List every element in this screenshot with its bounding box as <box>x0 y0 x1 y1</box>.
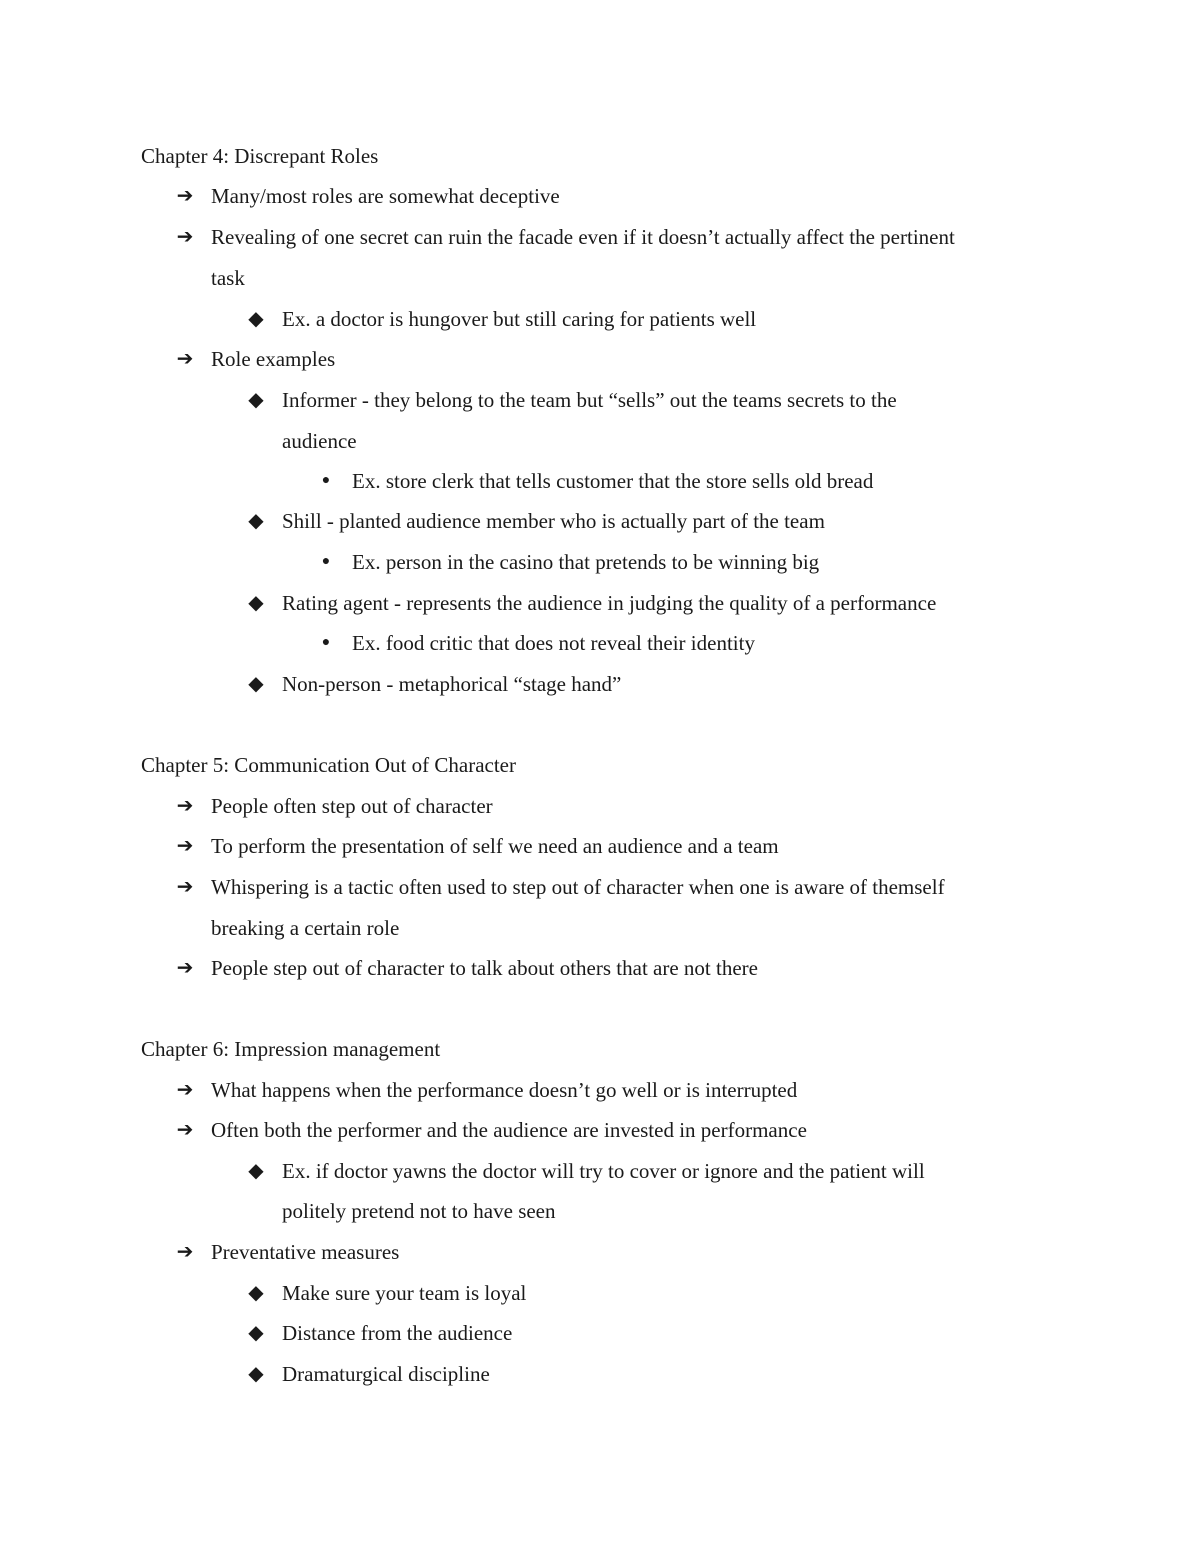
diamond-bullet-icon: ◆ <box>248 308 264 330</box>
sub-list-item: Shill - planted audience member who is actually part of the team <box>282 509 825 533</box>
dot-bullet-icon: ● <box>321 554 331 569</box>
diamond-bullet-icon: ◆ <box>248 592 264 614</box>
arrow-bullet-icon: ➔ <box>176 835 194 857</box>
arrow-bullet-icon: ➔ <box>176 957 194 979</box>
list-item: To perform the presentation of self we need an audience and a team <box>211 834 779 858</box>
dot-bullet-icon: ● <box>321 635 331 650</box>
arrow-bullet-icon: ➔ <box>176 226 194 248</box>
arrow-bullet-icon: ➔ <box>176 1079 194 1101</box>
chapter-5-heading: Chapter 5: Communication Out of Character <box>141 753 516 777</box>
arrow-bullet-icon: ➔ <box>176 185 194 207</box>
sub-sub-list-item: Ex. store clerk that tells customer that the store sells old bread <box>352 469 874 493</box>
list-item: Many/most roles are somewhat deceptive <box>211 184 560 208</box>
arrow-bullet-icon: ➔ <box>176 795 194 817</box>
list-item: Revealing of one secret can ruin the facade even if it doesn’t actually affect the pertinent <box>211 225 955 249</box>
sub-list-item: Ex. a doctor is hungover but still caring for patients well <box>282 307 757 331</box>
sub-list-item: Non-person - metaphorical “stage hand” <box>282 672 622 696</box>
list-item: Preventative measures <box>211 1240 400 1264</box>
sub-sub-list-item: Ex. food critic that does not reveal their identity <box>352 631 755 655</box>
list-item: Often both the performer and the audience are invested in performance <box>211 1118 807 1142</box>
diamond-bullet-icon: ◆ <box>248 1363 264 1385</box>
list-item: What happens when the performance doesn’t go well or is interrupted <box>211 1078 798 1102</box>
sub-sub-list-item: Ex. person in the casino that pretends to be winning big <box>352 550 820 574</box>
arrow-bullet-icon: ➔ <box>176 1119 194 1141</box>
diamond-bullet-icon: ◆ <box>248 510 264 532</box>
sub-list-item-continuation: politely pretend not to have seen <box>282 1199 556 1223</box>
chapter-4-heading: Chapter 4: Discrepant Roles <box>141 144 379 168</box>
sub-list-item: Make sure your team is loyal <box>282 1281 527 1305</box>
arrow-bullet-icon: ➔ <box>176 348 194 370</box>
sub-list-item: Distance from the audience <box>282 1321 513 1345</box>
sub-list-item-continuation: audience <box>282 429 357 453</box>
arrow-bullet-icon: ➔ <box>176 1241 194 1263</box>
list-item: People step out of character to talk about others that are not there <box>211 956 758 980</box>
list-item-continuation: breaking a certain role <box>211 916 400 940</box>
diamond-bullet-icon: ◆ <box>248 1282 264 1304</box>
dot-bullet-icon: ● <box>321 473 331 488</box>
diamond-bullet-icon: ◆ <box>248 1322 264 1344</box>
list-item: People often step out of character <box>211 794 493 818</box>
diamond-bullet-icon: ◆ <box>248 389 264 411</box>
list-item-continuation: task <box>211 266 245 290</box>
chapter-6-heading: Chapter 6: Impression management <box>141 1037 441 1061</box>
sub-list-item: Rating agent - represents the audience in judging the quality of a performance <box>282 591 937 615</box>
sub-list-item: Dramaturgical discipline <box>282 1362 490 1386</box>
diamond-bullet-icon: ◆ <box>248 673 264 695</box>
list-item: Whispering is a tactic often used to step out of character when one is aware of themself <box>211 875 945 899</box>
sub-list-item: Ex. if doctor yawns the doctor will try to cover or ignore and the patient will <box>282 1159 925 1183</box>
diamond-bullet-icon: ◆ <box>248 1160 264 1182</box>
list-item: Role examples <box>211 347 336 371</box>
sub-list-item: Informer - they belong to the team but “sells” out the teams secrets to the <box>282 388 897 412</box>
arrow-bullet-icon: ➔ <box>176 876 194 898</box>
